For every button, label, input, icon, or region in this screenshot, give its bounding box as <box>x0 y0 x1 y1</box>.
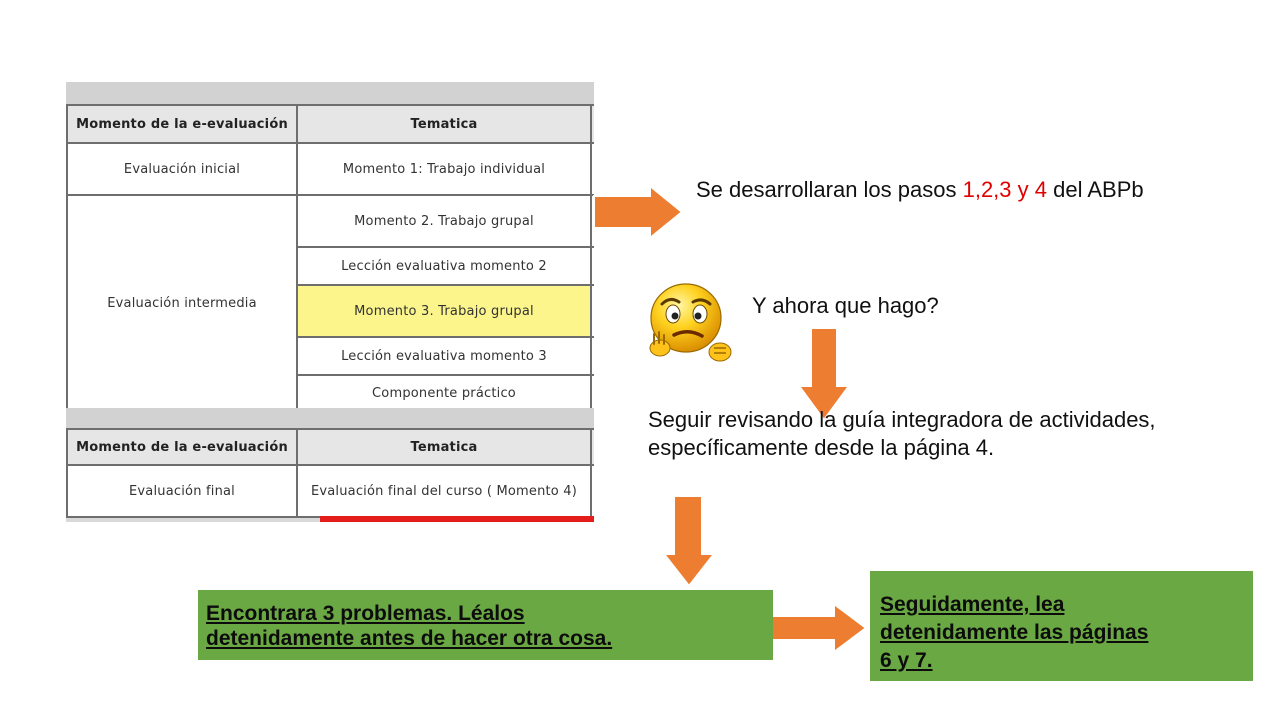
topic-moment1: Momento 1: Trabajo individual <box>297 143 591 195</box>
read-line2: detenidamente las páginas <box>880 621 1149 644</box>
topic-lesson3: Lección evaluativa momento 3 <box>297 337 591 375</box>
confused-face-emoji-icon <box>640 282 736 366</box>
table1-header-moment: Momento de la e-evaluación <box>67 105 297 143</box>
red-underline <box>320 516 594 522</box>
read-line1: Seguidamente, lea <box>880 593 1065 616</box>
stage-final: Evaluación final <box>67 465 297 517</box>
arrow-right-2-icon <box>770 600 868 656</box>
evaluation-table-image <box>66 82 594 522</box>
evaluation-table-2 <box>66 428 594 518</box>
problems-line2: detenidamente antes de hacer otra cosa. <box>206 627 613 650</box>
steps-text: Se desarrollaran los pasos 1,2,3 y 4 del ABPb <box>696 177 1144 202</box>
steps-highlight: 1,2,3 y 4 <box>962 177 1047 202</box>
table1-header-topic: Tematica <box>297 105 591 143</box>
table-middle-strip <box>66 408 594 428</box>
question-text: Y ahora que hago? <box>752 293 939 318</box>
table-top-strip <box>66 82 594 104</box>
read-pages-box <box>870 571 1253 681</box>
topic-moment2: Momento 2. Trabajo grupal <box>297 195 591 247</box>
problems-box <box>198 590 773 660</box>
arrow-down-2-icon <box>662 494 716 588</box>
continue-text: Seguir revisando la guía integradora de actividades, específicamente desde la página 4. <box>648 407 1156 460</box>
table2-header-moment: Momento de la e-evaluación <box>67 429 297 465</box>
arrow-right-1-icon <box>592 184 684 240</box>
stage-intermediate: Evaluación intermedia <box>67 195 297 411</box>
topic-lesson2: Lección evaluativa momento 2 <box>297 247 591 285</box>
problems-line1: Encontrara 3 problemas. Léalos <box>206 602 525 625</box>
table2-header-topic: Tematica <box>297 429 591 465</box>
topic-moment4: Evaluación final del curso ( Momento 4) <box>297 465 591 517</box>
topic-moment3-highlighted: Momento 3. Trabajo grupal <box>297 285 591 337</box>
evaluation-table-1 <box>66 104 594 412</box>
stage-initial: Evaluación inicial <box>67 143 297 195</box>
read-line3: 6 y 7. <box>880 649 933 672</box>
topic-practical: Componente práctico <box>297 375 591 411</box>
